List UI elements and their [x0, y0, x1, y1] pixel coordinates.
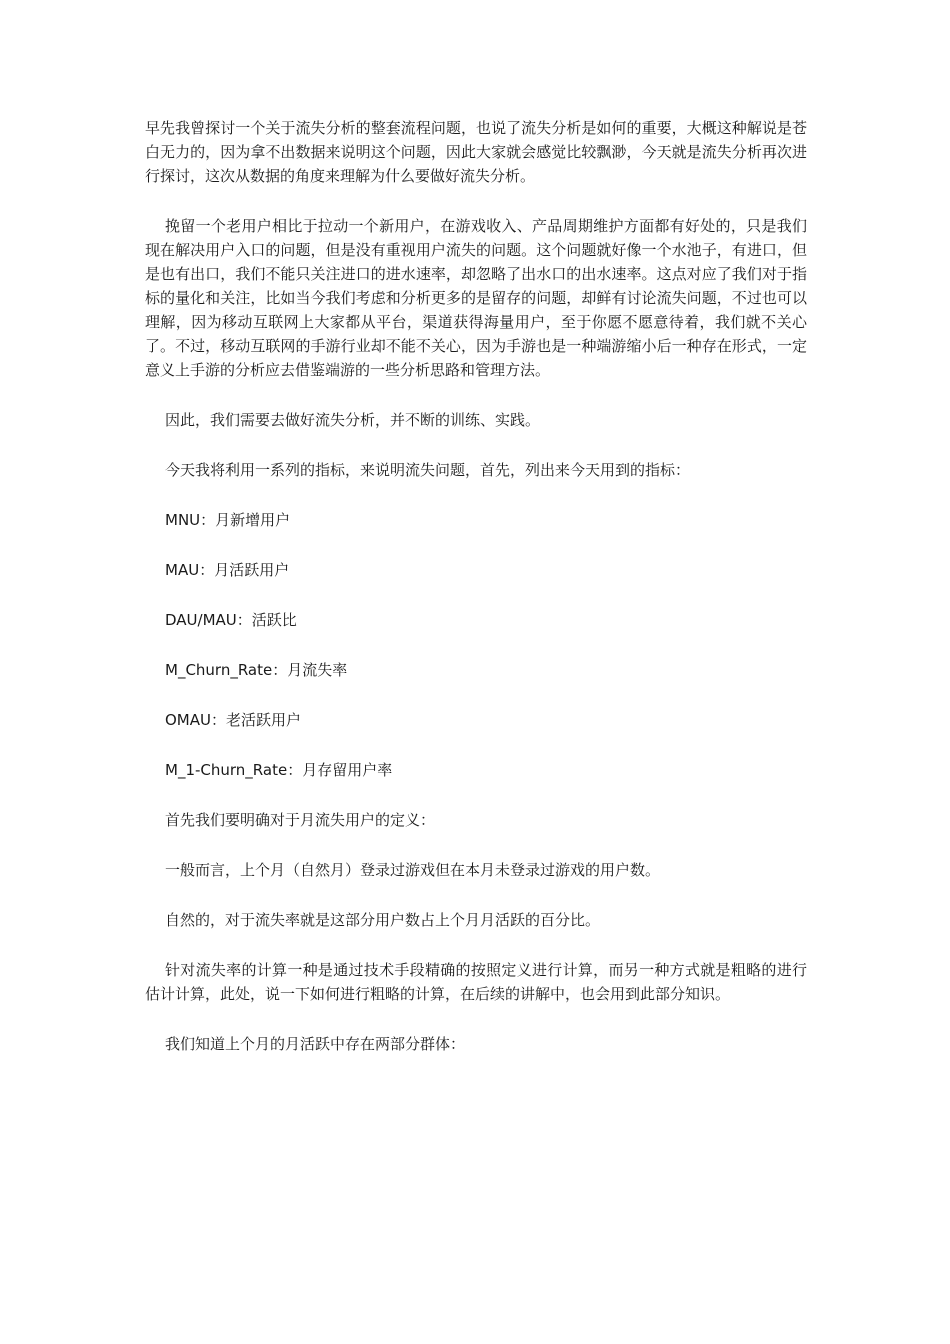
- metric-item: [145, 658, 807, 682]
- metric-desc: 月存留用户率: [302, 761, 393, 779]
- metric-desc: 月新增用户: [215, 511, 291, 529]
- paragraph-gap: [145, 1006, 807, 1032]
- metric-item: [145, 558, 807, 582]
- metric-desc: 老活跃用户: [226, 711, 302, 729]
- metric-separator: ：: [211, 711, 227, 729]
- paragraph-gap: [145, 632, 807, 658]
- paragraph-gap: [145, 582, 807, 608]
- metric-desc: 月流失率: [287, 661, 348, 679]
- metric-desc: 月活跃用户: [214, 561, 290, 579]
- paragraph-definition: 一般而言，上个月（自然月）登录过游戏但在本月未登录过游戏的用户数。: [165, 861, 661, 879]
- metric-separator: ：: [199, 561, 215, 579]
- document-body: [145, 116, 807, 1056]
- paragraph-gap: [145, 682, 807, 708]
- metric-separator: ：: [287, 761, 303, 779]
- paragraph-gap: [145, 782, 807, 808]
- paragraph-definition-lead: 首先我们要明确对于月流失用户的定义：: [165, 811, 436, 829]
- metric-item: [145, 508, 807, 532]
- paragraph-gap: [145, 382, 807, 408]
- paragraph-gap: [145, 932, 807, 958]
- paragraph-gap: [145, 732, 807, 758]
- metric-item: [145, 608, 807, 632]
- paragraph-retention: 挽留一个老用户相比于拉动一个新用户，在游戏收入、产品周期维护方面都有好处的，只是我们现在解决用户入口的问题，但是没有重视用户流失的问题。这个问题就好像一个水池子，有进口，但是也有出口，我们不能只关注进口的进水速率，却忽略了出水口的出水速率。这点对应了我们对于指标的量化和关注，比如当今我们考虑和分析更多的是留存的问题，却鲜有讨论流失问题，不过也可以理解，因为移动互联网上大家都从平台，渠道获得海量用户，至于你愿不愿意待着，我们就不关心了。不过，移动互联网的手游行业却不能不关心，因为手游也是一种端游缩小后一种存在形式，一定意义上手游的分析应去借鉴端游的一些分析思路和管理方法。: [145, 217, 807, 379]
- paragraph-metrics-intro: 今天我将利用一系列的指标，来说明流失问题，首先，列出来今天用到的指标：: [165, 461, 691, 479]
- paragraph-two-groups: 我们知道上个月的月活跃中存在两部分群体：: [165, 1035, 466, 1053]
- metric-code: M_Churn_Rate: [165, 661, 273, 679]
- paragraph-therefore: 因此，我们需要去做好流失分析，并不断的训练、实践。: [165, 411, 541, 429]
- metric-separator: ：: [236, 611, 252, 629]
- metric-item: [145, 708, 807, 732]
- metric-code: MNU: [165, 511, 201, 529]
- metric-separator: ：: [272, 661, 288, 679]
- paragraph-churn-rate: 自然的，对于流失率就是这部分用户数占上个月月活跃的百分比。: [165, 911, 601, 929]
- metric-item: [145, 758, 807, 782]
- paragraph-gap: [145, 188, 807, 214]
- metric-code: DAU/MAU: [165, 611, 237, 629]
- paragraph-gap: [145, 482, 807, 508]
- paragraph-gap: [145, 532, 807, 558]
- paragraph-gap: [145, 832, 807, 858]
- paragraph-gap: [145, 882, 807, 908]
- paragraph-gap: [145, 432, 807, 458]
- metric-separator: ：: [200, 511, 216, 529]
- paragraph-intro: 早先我曾探讨一个关于流失分析的整套流程问题，也说了流失分析是如何的重要，大概这种解说是苍白无力的，因为拿不出数据来说明这个问题，因此大家就会感觉比较飘渺，今天就是流失分析再次进行探讨，这次从数据的角度来理解为什么要做好流失分析。: [145, 119, 807, 185]
- metric-code: OMAU: [165, 711, 211, 729]
- metric-desc: 活跃比: [251, 611, 297, 629]
- metric-code: MAU: [165, 561, 200, 579]
- metric-code: M_1-Churn_Rate: [165, 761, 288, 779]
- paragraph-calculation: 针对流失率的计算一种是通过技术手段精确的按照定义进行计算，而另一种方式就是粗略的进行估计计算，此处，说一下如何进行粗略的计算，在后续的讲解中，也会用到此部分知识。: [145, 961, 807, 1003]
